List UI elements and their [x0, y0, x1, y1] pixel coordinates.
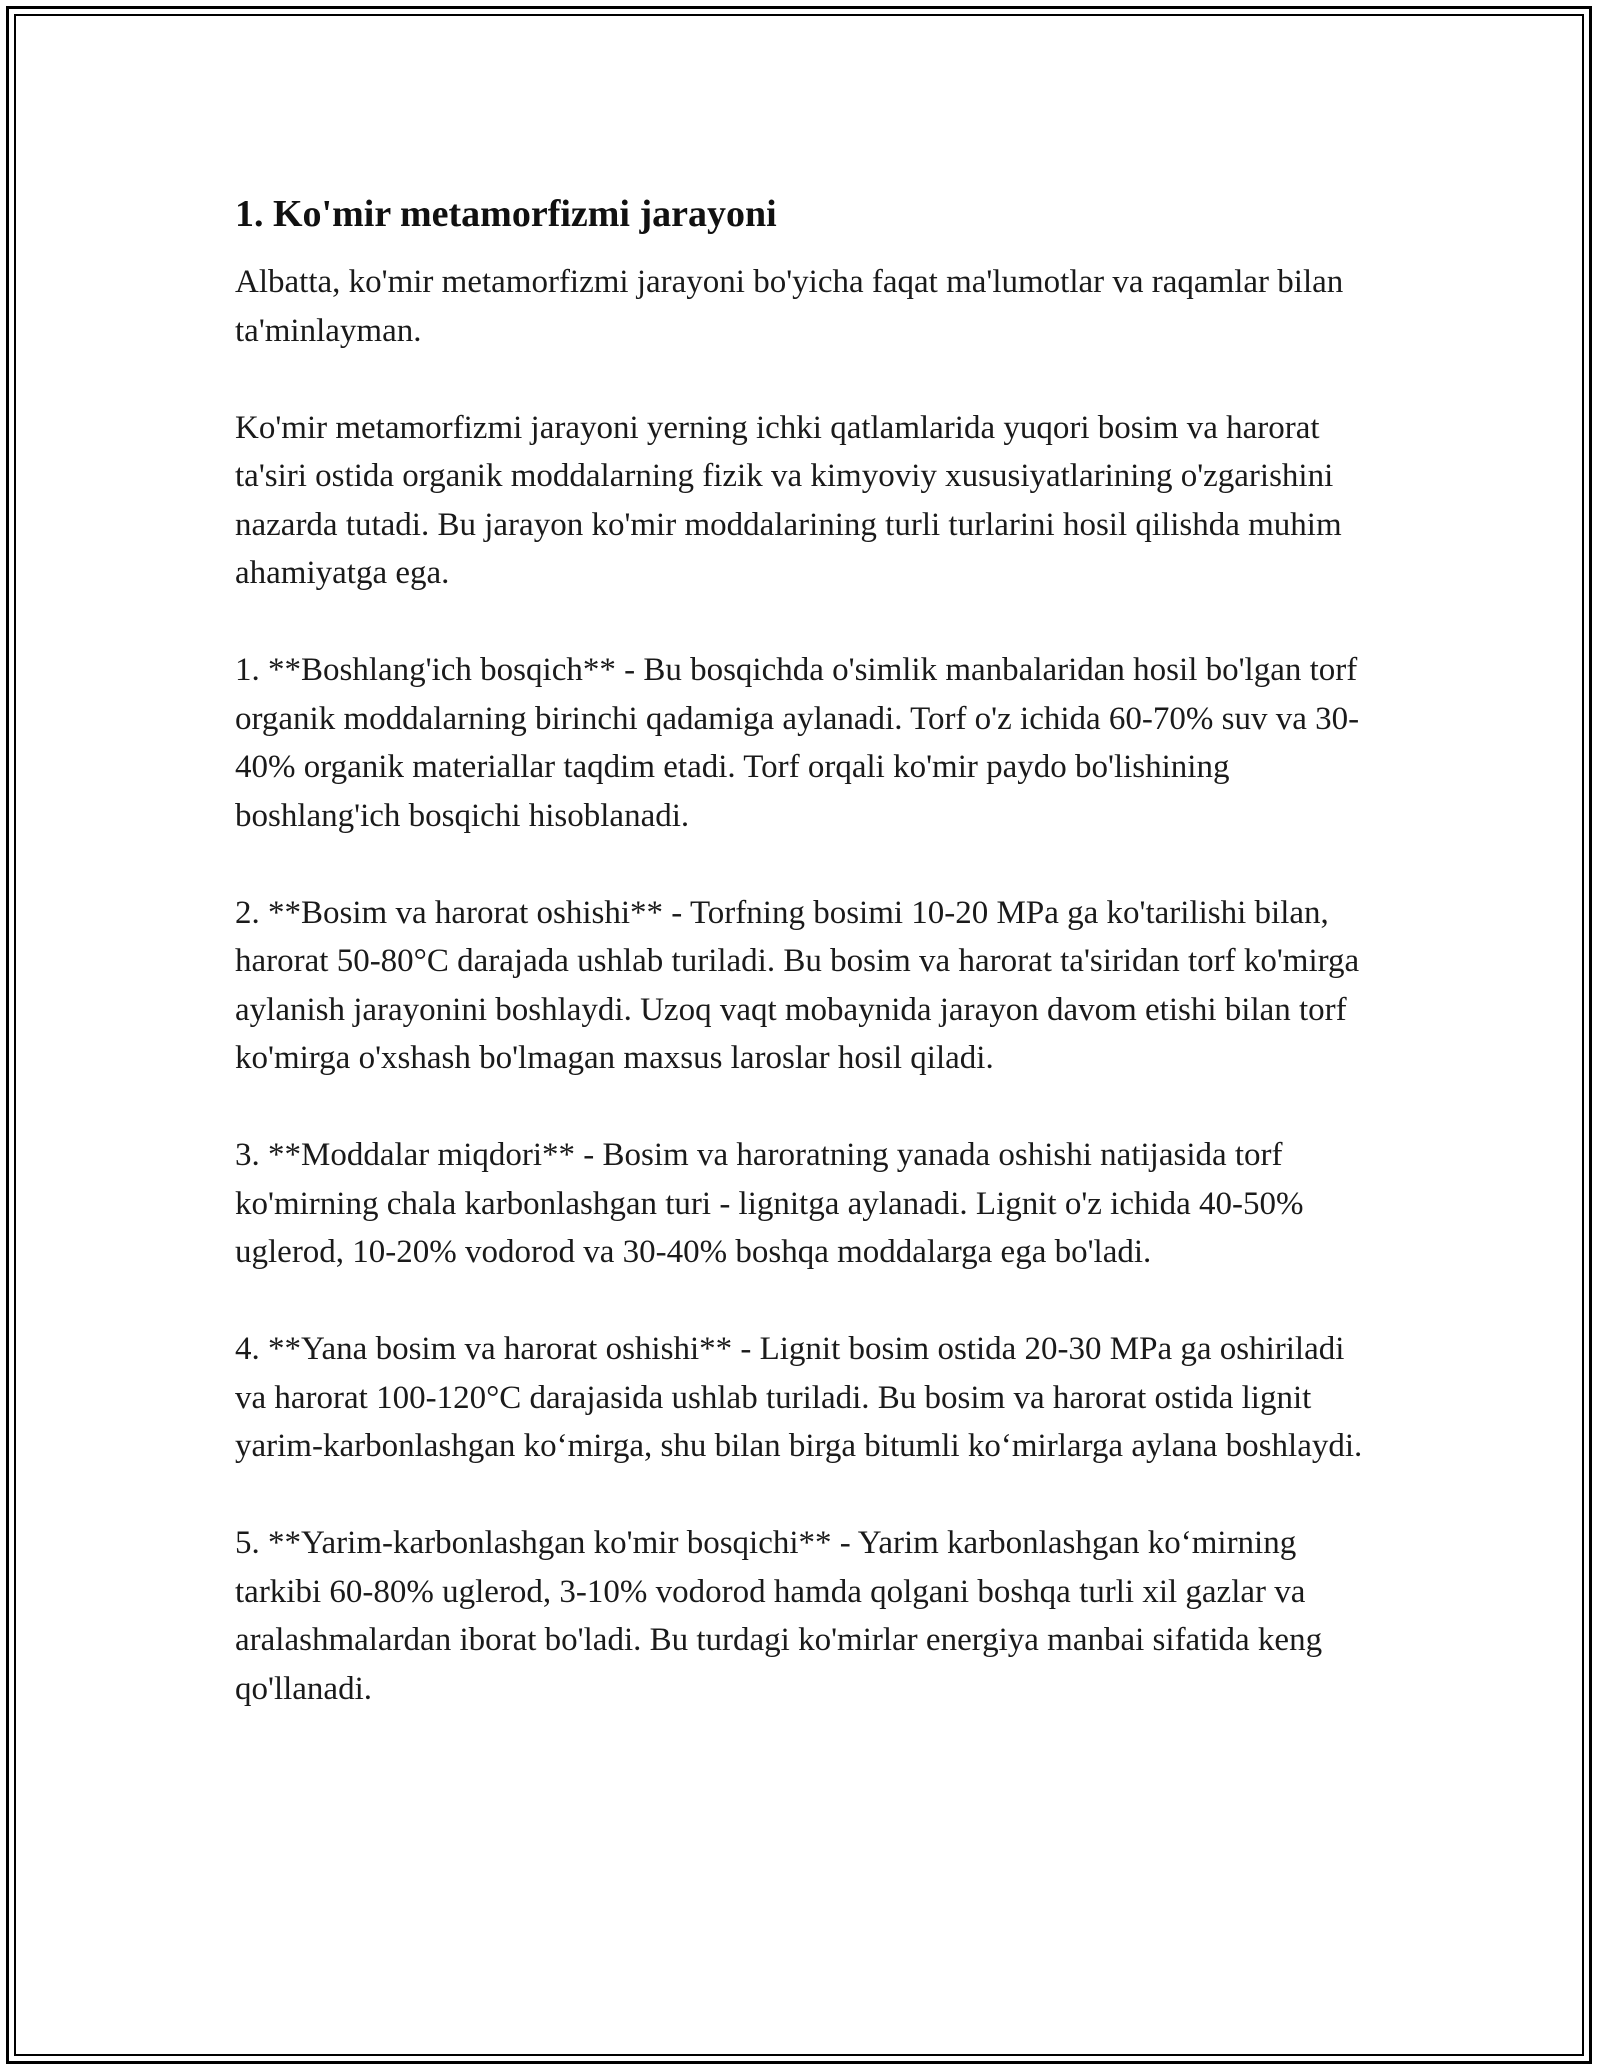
paragraph-overview: Ko'mir metamorfizmi jarayoni yerning ichki qatlamlarida yuqori bosim va harorat ta'siri ostida organik moddalarning fizik va kimyoviy xususiyatlarining o'zgarishini nazarda tutadi. Bu jarayon ko'mir moddalarining turli turlarini hosil qilishda muhim ahamiyatga ega.: [235, 409, 1342, 591]
paragraph-step-4: 4. **Yana bosim va harorat oshishi** - Lignit bosim ostida 20-30 MPa ga oshiriladi va harorat 100-120°C darajasida ushlab turiladi. Bu bosim va harorat ostida lignit yarim-karbonlashgan ko‘mirga, shu bilan birga bitumli ko‘mirlarga aylana boshlaydi.: [235, 1331, 1363, 1464]
document-title: 1. Ko'mir metamorfizmi jarayoni: [235, 193, 777, 235]
paragraph-intro: Albatta, ko'mir metamorfizmi jarayoni bo'yicha faqat ma'lumotlar va raqamlar bilan ta'minlayman.: [235, 264, 1344, 349]
paragraph-step-1: 1. **Boshlang'ich bosqich** - Bu bosqichda o'simlik manbalaridan hosil bo'lgan torf organik moddalarning birinchi qadamiga aylanadi. Torf o'z ichida 60-70% suv va 30-40% organik materiallar taqdim etadi. Torf orqali ko'mir paydo bo'lishining boshlang'ich bosqichi hisoblanadi.: [235, 652, 1360, 834]
document-body: [235, 190, 1370, 1762]
paragraph-step-2: 2. **Bosim va harorat oshishi** - Torfning bosimi 10-20 MPa ga ko'tarilishi bilan, harorat 50-80°C darajada ushlab turiladi. Bu bosim va harorat ta'siridan torf ko'mirga aylanish jarayonini boshlaydi. Uzoq vaqt mobaynida jarayon davom etishi bilan torf ko'mirga o'xshash bo'lmagan maxsus laroslar hosil qiladi.: [235, 894, 1360, 1076]
paragraph-step-3: 3. **Moddalar miqdori** - Bosim va haroratning yanada oshishi natijasida torf ko'mirning chala karbonlashgan turi - lignitga aylanadi. Lignit o'z ichida 40-50% uglerod, 10-20% vodorod va 30-40% boshqa moddalarga ega bo'ladi.: [235, 1137, 1304, 1270]
paragraph-step-5: 5. **Yarim-karbonlashgan ko'mir bosqichi** - Yarim karbonlashgan ko‘mirning tarkibi 60-80% uglerod, 3-10% vodorod hamda qolgani boshqa turli xil gazlar va aralashmalardan iborat bo'ladi. Bu turdagi ko'mirlar energiya manbai sifatida keng qo'llanadi.: [235, 1525, 1323, 1707]
